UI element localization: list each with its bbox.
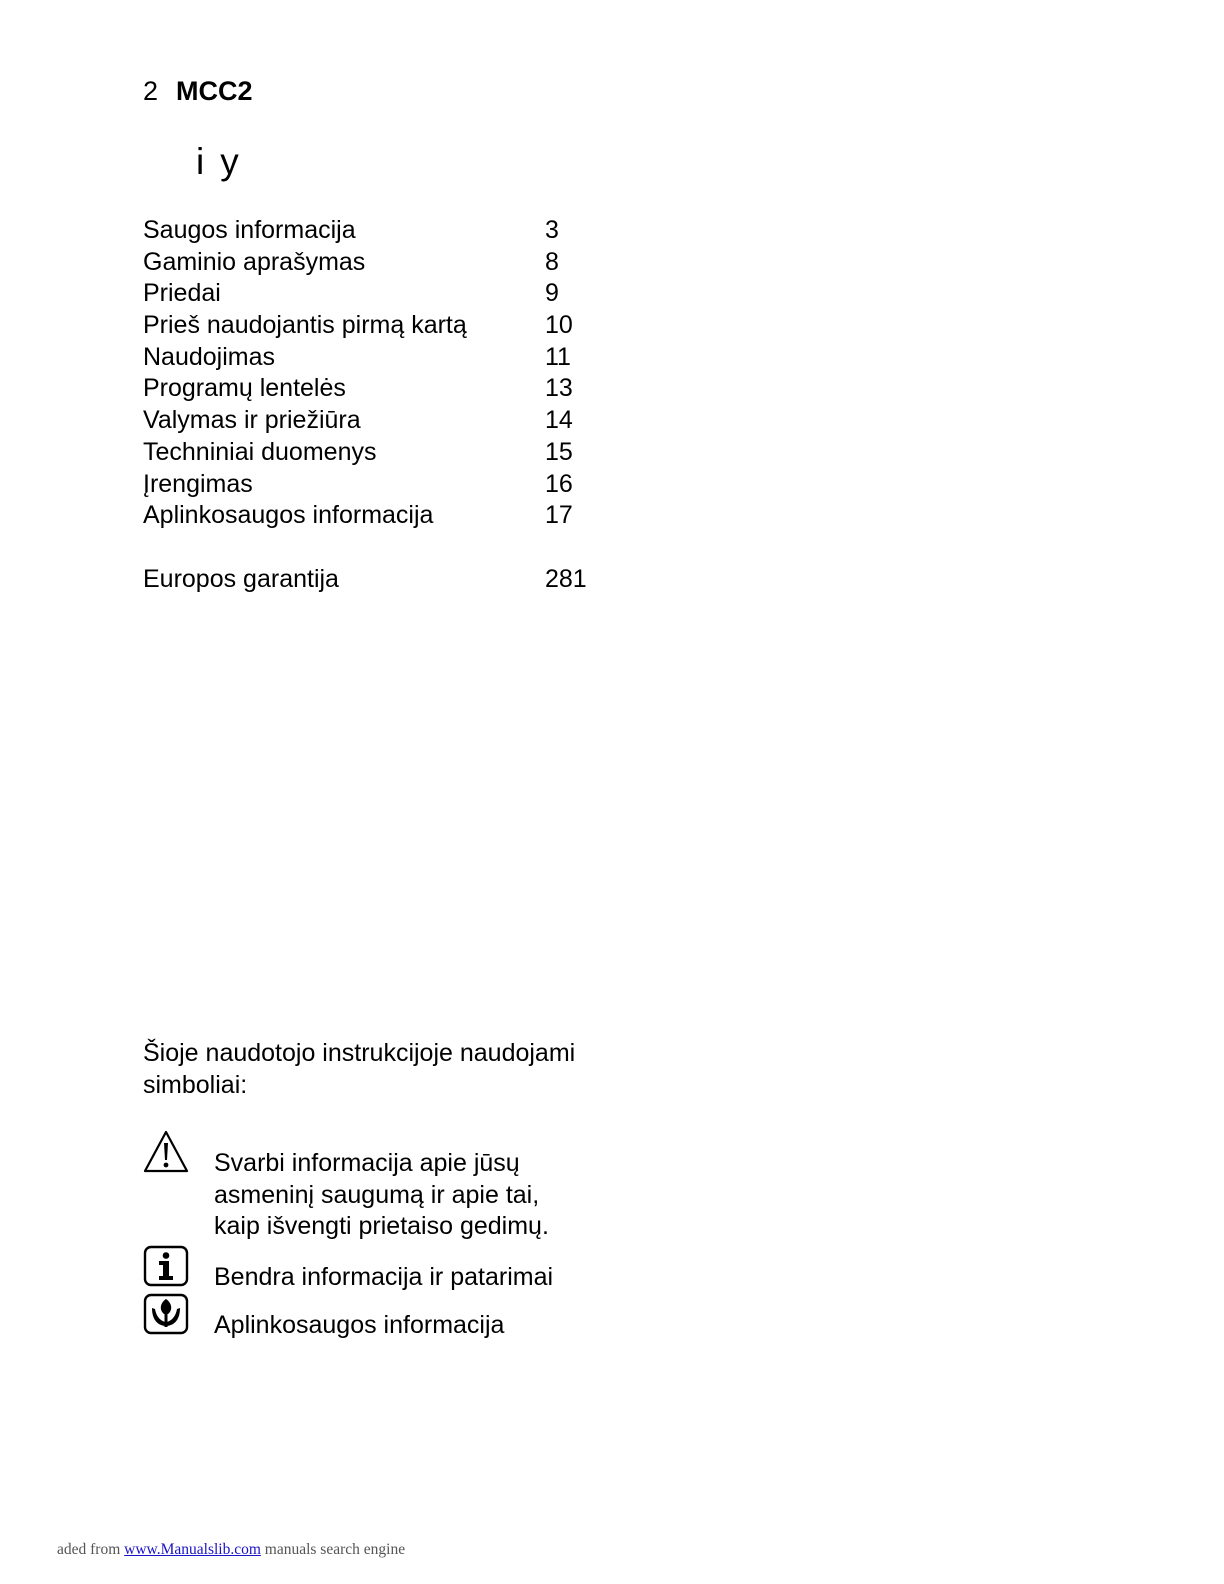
warning-line-1: Svarbi informacija apie jūsų [214,1149,520,1177]
toc-entry-title: Programų lentelės [143,374,346,403]
section-heading [196,140,255,184]
toc-entry-title: Gaminio aprašymas [143,247,366,276]
table-of-contents [143,215,613,595]
toc-entry[interactable] [143,405,613,437]
toc-entry-page: 8 [545,247,559,276]
page-number: 2 [143,76,159,106]
toc-entry-title: Priedai [143,279,221,308]
environment-icon [143,1293,189,1335]
footer-suffix: manuals search engine [264,1541,406,1558]
manualslib-link[interactable]: www.Manualslib.com [124,1541,261,1558]
toc-entry-page: 9 [545,279,559,308]
footer-prefix: aded from [57,1541,121,1558]
toc-entry[interactable] [143,437,613,469]
toc-entry[interactable] [143,469,613,501]
symbols-intro: Šioje naudotojo instrukcijoje naudojami simboliai: [143,1039,576,1099]
toc-entry[interactable] [143,247,613,279]
toc-entry[interactable] [143,310,613,342]
toc-entry-page: 281 [545,564,587,593]
toc-entry-page: 10 [545,311,573,340]
toc-entry-page: 13 [545,374,573,403]
warning-line-2: asmeninį saugumą ir apie tai, [214,1180,540,1209]
toc-entry-title: Aplinkosaugos informacija [143,501,434,530]
footer-watermark [57,1541,405,1559]
toc-spacer [143,532,613,564]
page-header [143,74,253,108]
toc-entry-title: Naudojimas [143,342,276,371]
toc-entry-page: 15 [545,437,573,466]
warning-triangle-icon [143,1130,189,1174]
info-text: Bendra informacija ir patarimai [214,1263,554,1291]
model-name: MCC2 [176,76,253,106]
toc-entry-title: Europos garantija [143,564,339,593]
toc-entry-page: 3 [545,216,559,244]
toc-entry-title: Įrengimas [143,469,253,498]
toc-entry-title: Prieš naudojantis pirmą kartą [143,311,467,340]
symbol-warning-text [214,1148,634,1243]
toc-entry-title: Techniniai duomenys [143,437,377,466]
toc-entry-page: 11 [545,342,571,371]
toc-entry[interactable] [143,373,613,405]
toc-entry-page: 14 [545,406,573,435]
heading-char-1: i [196,141,205,182]
toc-entry-title: Saugos informacija [143,216,356,244]
info-icon [143,1245,189,1287]
toc-entry-warranty[interactable] [143,564,613,596]
warning-line-3: kaip išvengti prietaiso gedimų. [214,1212,549,1240]
toc-entry-title: Valymas ir priežiūra [143,406,361,435]
toc-entry[interactable] [143,342,613,374]
toc-entry[interactable] [143,215,613,247]
toc-entry[interactable] [143,278,613,310]
toc-entry-page: 17 [545,501,573,530]
heading-char-2: y [220,141,239,182]
toc-entry-page: 16 [545,469,573,498]
environment-text: Aplinkosaugos informacija [214,1311,505,1339]
toc-entry[interactable] [143,500,613,532]
